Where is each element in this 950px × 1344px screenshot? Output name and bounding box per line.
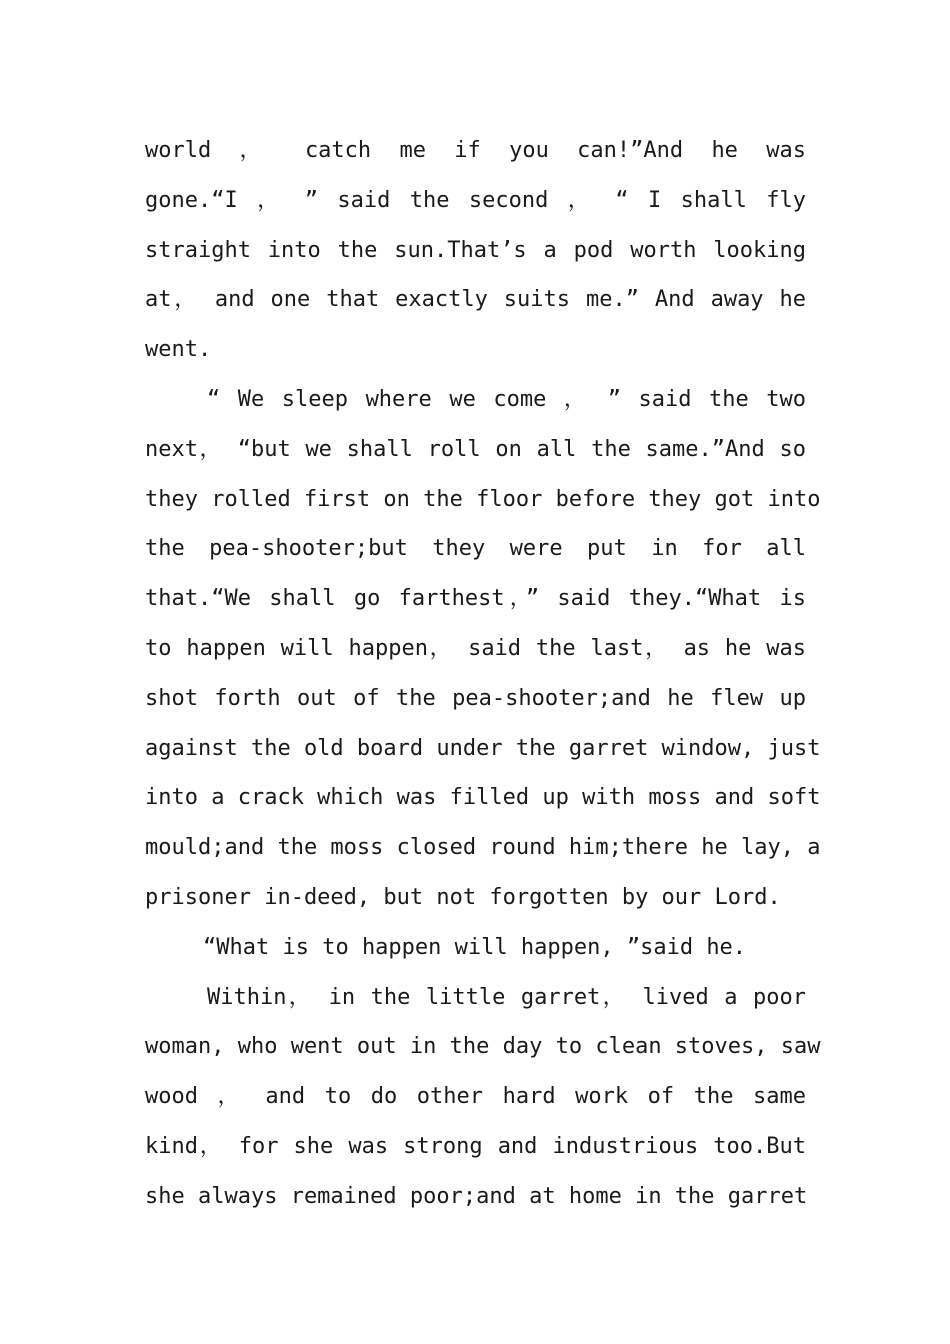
text-line: world ， catch me if you can!”And he was <box>145 138 806 163</box>
text-line: against the old board under the garret window, just <box>145 735 821 761</box>
text-line: shot forth out of the pea-shooter;and he flew up <box>145 685 806 711</box>
paragraph-start-line: “ We sleep where we come ， ” said the two <box>207 386 806 412</box>
text-line: the pea-shooter;but they were put in for all <box>145 536 806 562</box>
text-line: mould;and the moss closed round him;there he lay, a <box>145 835 821 861</box>
body-text <box>145 126 821 1222</box>
text-line: prisoner in-deed, but not forgotten by our Lord. <box>145 884 781 910</box>
text-line: wood ， and to do other hard work of the same <box>145 1084 806 1110</box>
text-line: kind， for she was strong and industrious too.But <box>145 1133 806 1159</box>
text-line: woman, who went out in the day to clean stoves, saw <box>145 1034 821 1060</box>
text-line: at， and one that exactly suits me.” And away he <box>145 287 806 313</box>
text-line: she always remained poor;and at home in the garret <box>145 1183 808 1209</box>
paragraph-start-line: Within， in the little garret， lived a poor <box>207 984 806 1010</box>
text-line: that.“We shall go farthest，” said they.“What is <box>145 586 806 612</box>
text-line: next， “but we shall roll on all the same.”And so <box>145 436 806 462</box>
text-line: straight into the sun.That’s a pod worth looking <box>145 237 806 263</box>
paragraph-start-line: “What is to happen will happen, ”said he. <box>203 934 747 960</box>
text-line: they rolled first on the floor before they got into <box>145 486 821 512</box>
text-line: gone.“I ， ” said the second ， “ I shall fly <box>145 187 806 213</box>
text-line: to happen will happen， said the last， as he was <box>145 635 806 661</box>
text-line: into a crack which was filled up with moss and soft <box>145 785 821 811</box>
text-line: went. <box>145 337 212 363</box>
